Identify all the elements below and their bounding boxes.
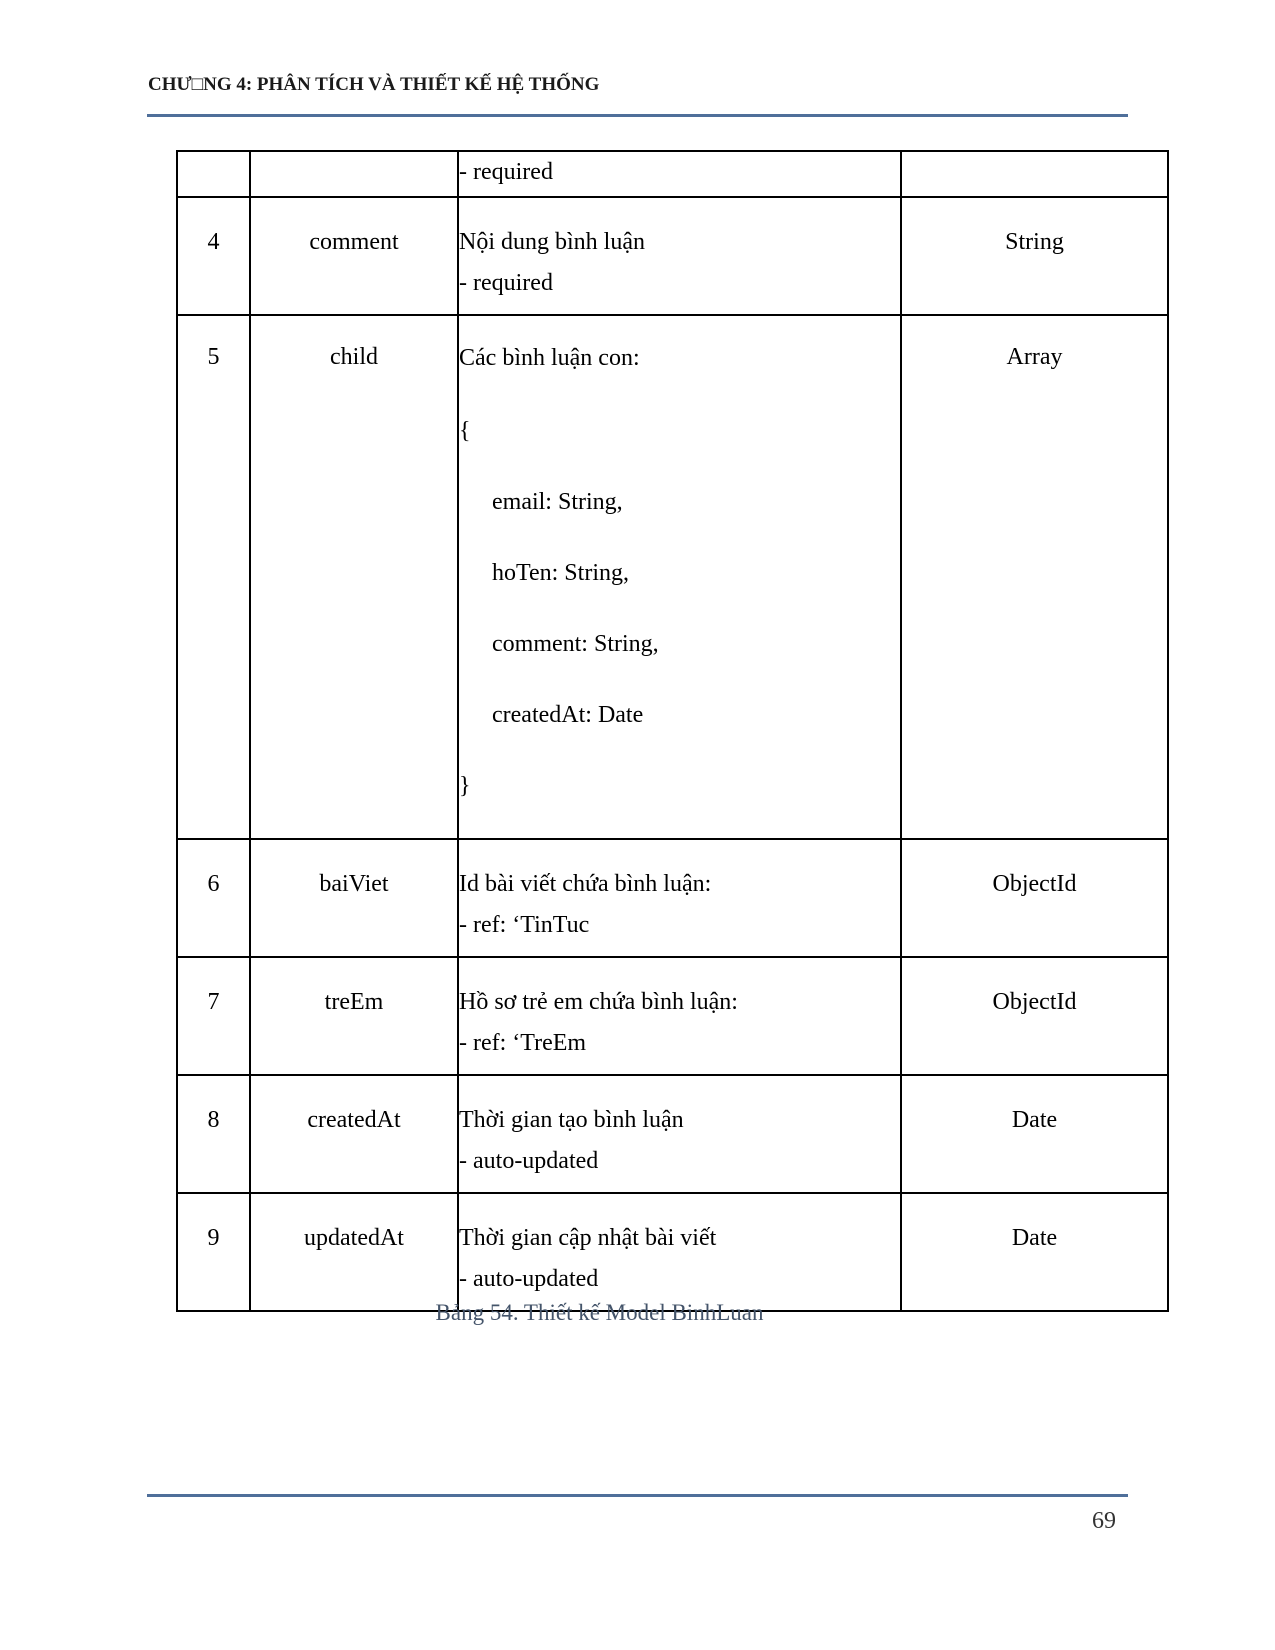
table-row-continuation bbox=[177, 151, 1168, 197]
type-value: ObjectId bbox=[992, 871, 1077, 897]
field-name-cell bbox=[250, 151, 458, 197]
field-name-cell bbox=[250, 1075, 458, 1193]
description-line: - ref: ‘TinTuc bbox=[459, 912, 590, 938]
type-value: ObjectId bbox=[992, 989, 1077, 1015]
description-line: Id bài viết chứa bình luận: bbox=[459, 871, 712, 897]
description-line: Thời gian tạo bình luận bbox=[459, 1107, 684, 1133]
model-table bbox=[176, 150, 1169, 1312]
field-name: updatedAt bbox=[304, 1225, 404, 1251]
type-cell bbox=[901, 151, 1168, 197]
stt-value: 8 bbox=[207, 1107, 220, 1133]
field-name: baiViet bbox=[319, 871, 389, 897]
stt-cell bbox=[177, 315, 250, 839]
description-line: comment: String, bbox=[492, 631, 659, 657]
stt-cell bbox=[177, 839, 250, 957]
field-name: treEm bbox=[324, 989, 384, 1015]
stt-cell bbox=[177, 151, 250, 197]
stt-value: 9 bbox=[207, 1225, 220, 1251]
table-row bbox=[177, 1193, 1168, 1311]
description-line: Hồ sơ trẻ em chứa bình luận: bbox=[459, 989, 738, 1015]
type-cell bbox=[901, 1193, 1168, 1311]
footer-divider bbox=[147, 1494, 1128, 1497]
description-cell bbox=[458, 197, 901, 315]
type-cell bbox=[901, 315, 1168, 839]
table-row bbox=[177, 957, 1168, 1075]
field-name: comment bbox=[309, 229, 399, 255]
description-line: - ref: ‘TreEm bbox=[459, 1030, 587, 1056]
description-line: Nội dung bình luận bbox=[459, 229, 645, 255]
header-divider bbox=[147, 114, 1128, 117]
description-line: - required bbox=[459, 159, 553, 185]
type-value: String bbox=[1005, 229, 1064, 255]
description-line: email: String, bbox=[492, 489, 623, 515]
description-line: } bbox=[459, 773, 471, 799]
description-line: - required bbox=[459, 270, 553, 296]
description-cell bbox=[458, 1075, 901, 1193]
field-name-cell bbox=[250, 315, 458, 839]
stt-value: 5 bbox=[207, 344, 220, 370]
type-value: Array bbox=[1006, 344, 1063, 370]
type-cell bbox=[901, 957, 1168, 1075]
description-cell bbox=[458, 957, 901, 1075]
caption-text: Bảng 54. Thiết kế Model BinhLuan bbox=[435, 1300, 764, 1325]
page-number: 69 bbox=[1092, 1508, 1116, 1534]
stt-cell bbox=[177, 1075, 250, 1193]
table-row bbox=[177, 1075, 1168, 1193]
description-line: { bbox=[459, 418, 471, 444]
type-cell bbox=[901, 839, 1168, 957]
description-line: Thời gian cập nhật bài viết bbox=[459, 1225, 717, 1251]
field-name: child bbox=[330, 344, 378, 370]
stt-value: 7 bbox=[207, 989, 220, 1015]
stt-value: 6 bbox=[207, 871, 220, 897]
description-line: hoTen: String, bbox=[492, 560, 629, 586]
description-line: - auto-updated bbox=[459, 1148, 599, 1174]
table-row bbox=[177, 839, 1168, 957]
table-row bbox=[177, 197, 1168, 315]
type-value: Date bbox=[1011, 1225, 1058, 1251]
stt-cell bbox=[177, 1193, 250, 1311]
description-line: - auto-updated bbox=[459, 1266, 599, 1292]
description-cell bbox=[458, 839, 901, 957]
stt-value: 4 bbox=[207, 229, 220, 255]
description-cell bbox=[458, 151, 901, 197]
field-name: createdAt bbox=[307, 1107, 401, 1133]
chapter-header: CHƯ□NG 4: PHÂN TÍCH VÀ THIẾT KẾ HỆ THỐNG bbox=[148, 74, 600, 95]
type-cell bbox=[901, 1075, 1168, 1193]
description-line: createdAt: Date bbox=[492, 702, 644, 728]
field-name-cell bbox=[250, 1193, 458, 1311]
stt-cell bbox=[177, 957, 250, 1075]
description-line: Các bình luận con: bbox=[459, 345, 640, 371]
description-cell bbox=[458, 1193, 901, 1311]
field-name-cell bbox=[250, 957, 458, 1075]
table-row bbox=[177, 315, 1168, 839]
table-caption bbox=[0, 1300, 1275, 1326]
type-cell bbox=[901, 197, 1168, 315]
description-cell bbox=[458, 315, 901, 839]
type-value: Date bbox=[1011, 1107, 1058, 1133]
stt-cell bbox=[177, 197, 250, 315]
field-name-cell bbox=[250, 197, 458, 315]
field-name-cell bbox=[250, 839, 458, 957]
